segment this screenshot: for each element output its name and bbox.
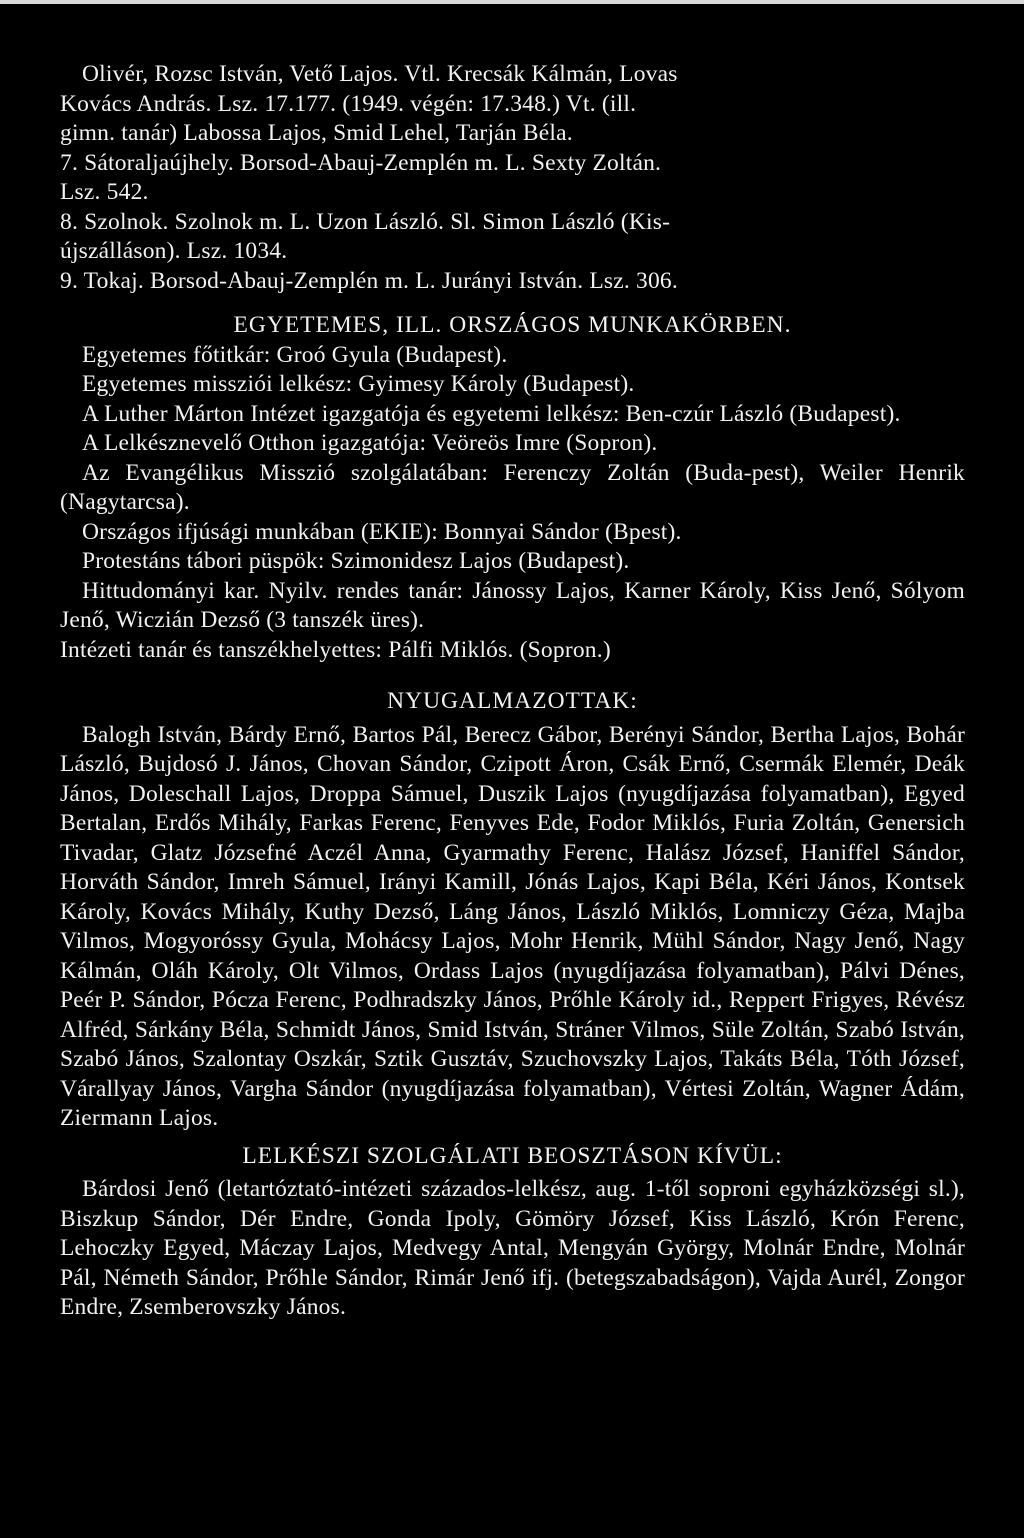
egyetemes-paragraph: Egyetemes missziói lelkész: Gyimesy Károly (Budapest). <box>82 371 635 397</box>
egyetemes-paragraph: Egyetemes főtitkár: Groó Gyula (Budapest). <box>82 341 508 368</box>
intro-line: 9. Tokaj. Borsod-Abauj-Zemplén m. L. Jurányi István. Lsz. 306. <box>60 267 678 294</box>
intro-block <box>60 60 965 296</box>
intro-line: Lsz. 542. <box>60 179 149 205</box>
egyetemes-paragraph: Az Evangélikus Misszió szolgálatában: Ferenczy Zoltán (Buda-pest), Weiler Henrik (Nagytarcsa). <box>60 459 965 515</box>
intro-line: 7. Sátoraljaújhely. Borsod-Abauj-Zemplén m. L. Sexty Zoltán. <box>60 149 662 176</box>
intro-line: gimn. tanár) Labossa Lajos, Smid Lehel, Tarján Béla. <box>60 120 573 146</box>
section-heading-egyetemes: EGYETEMES, ILL. ORSZÁGOS MUNKAKÖRBEN. <box>233 312 792 338</box>
egyetemes-paragraph: A Lelkésznevelő Otthon igazgatója: Veöreös Imre (Sopron). <box>82 430 658 456</box>
egyetemes-section <box>60 341 965 666</box>
egyetemes-paragraph: Protestáns tábori püspök: Szimonidesz Lajos (Budapest). <box>82 548 630 574</box>
intro-line: Kovács András. Lsz. 17.177. (1949. végén: 17.348.) Vt. (ill. <box>60 90 637 117</box>
egyetemes-paragraph: Országos ifjúsági munkában (EKIE): Bonnyai Sándor (Bpest). <box>82 518 682 545</box>
egyetemes-paragraph: A Luther Márton Intézet igazgatója és egyetemi lelkész: Ben-czúr László (Budapest). <box>82 400 901 427</box>
intro-line: Olivér, Rozsc István, Vető Lajos. Vtl. Krecsák Kálmán, Lovas <box>82 61 678 87</box>
intro-line: 8. Szolnok. Szolnok m. L. Uzon László. Sl. Simon László (Kis- <box>60 208 671 235</box>
intro-line: újszálláson). Lsz. 1034. <box>60 238 288 264</box>
document-page <box>60 60 965 1323</box>
lelkeszi-list: Bárdosi Jenő (letartóztató-intézeti százados-lelkész, aug. 1-től soproni egyházközségi sl.), Biszkup Sándor, Dér Endre, Gonda Ipoly, Gömöry József, Kiss László, Krón Ferenc, Lehoczky Egyed, Máczay Lajos, Medvegy Antal, Mengyán György, Molnár Endre, Molnár Pál, Németh Sándor, Prőhle Sándor, Rimár Jenő ifj. (betegszabadságon), Vajda Aurél, Zongor Endre, Zsemberovszky János. <box>60 1176 965 1320</box>
section-heading-nyugalmazottak: NYUGALMAZOTTAK: <box>387 688 638 714</box>
egyetemes-paragraph: Hittudományi kar. Nyilv. rendes tanár: Jánossy Lajos, Karner Károly, Kiss Jenő, Sólyom Jenő, Wiczián Dezső (3 tanszék üres). <box>60 577 965 633</box>
nyugalmazottak-list: Balogh István, Bárdy Ernő, Bartos Pál, Berecz Gábor, Berényi Sándor, Bertha Lajos, Bohár László, Bujdosó J. János, Chovan Sándor, Czipott Áron, Csák Ernő, Csermák Elemér, Deák János, Doleschall Lajos, Droppa Sámuel, Duszik Lajos (nyugdíjazása folyamatban), Egyed Bertalan, Erdős Mihály, Farkas Ferenc, Fenyves Ede, Fodor Miklós, Furia Zoltán, Genersich Tivadar, Glatz Józsefné Aczél Anna, Gyarmathy Ferenc, Halász József, Haniffel Sándor, Horváth Sándor, Imreh Sámuel, Irányi Kamill, Jónás Lajos, Kapi Béla, Kéri János, Kontsek Károly, Kovács Mihály, Kuthy Dezső, Láng János, László Miklós, Lomniczy Géza, Majba Vilmos, Mogyoróssy Gyula, Mohácsy Lajos, Mohr Henrik, Mühl Sándor, Nagy Jenő, Nagy Kálmán, Oláh Károly, Olt Vilmos, Ordass Lajos (nyugdíjazása folyamatban), Pálvi Dénes, Peér P. Sándor, Pócza Ferenc, Podhradszky János, Prőhle Károly id., Reppert Frigyes, Révész Alfréd, Sárkány Béla, Schmidt János, Smid István, Stráner Vilmos, Süle Zoltán, Szabó István, Szabó János, Szalontay Oszkár, Sztik Gusztáv, Szuchovszky Lajos, Takáts Béla, Tóth József, Várallyay János, Vargha Sándor (nyugdíjazása folyamatban), Vértesi Zoltán, Wagner Ádám, Ziermann Lajos. <box>60 721 965 1131</box>
egyetemes-paragraph: Intézeti tanár és tanszékhelyettes: Pálfi Miklós. (Sopron.) <box>60 636 611 663</box>
section-heading-lelkeszi: LELKÉSZI SZOLGÁLATI BEOSZTÁSON KÍVÜL: <box>242 1142 783 1169</box>
top-border-line <box>0 0 1024 4</box>
